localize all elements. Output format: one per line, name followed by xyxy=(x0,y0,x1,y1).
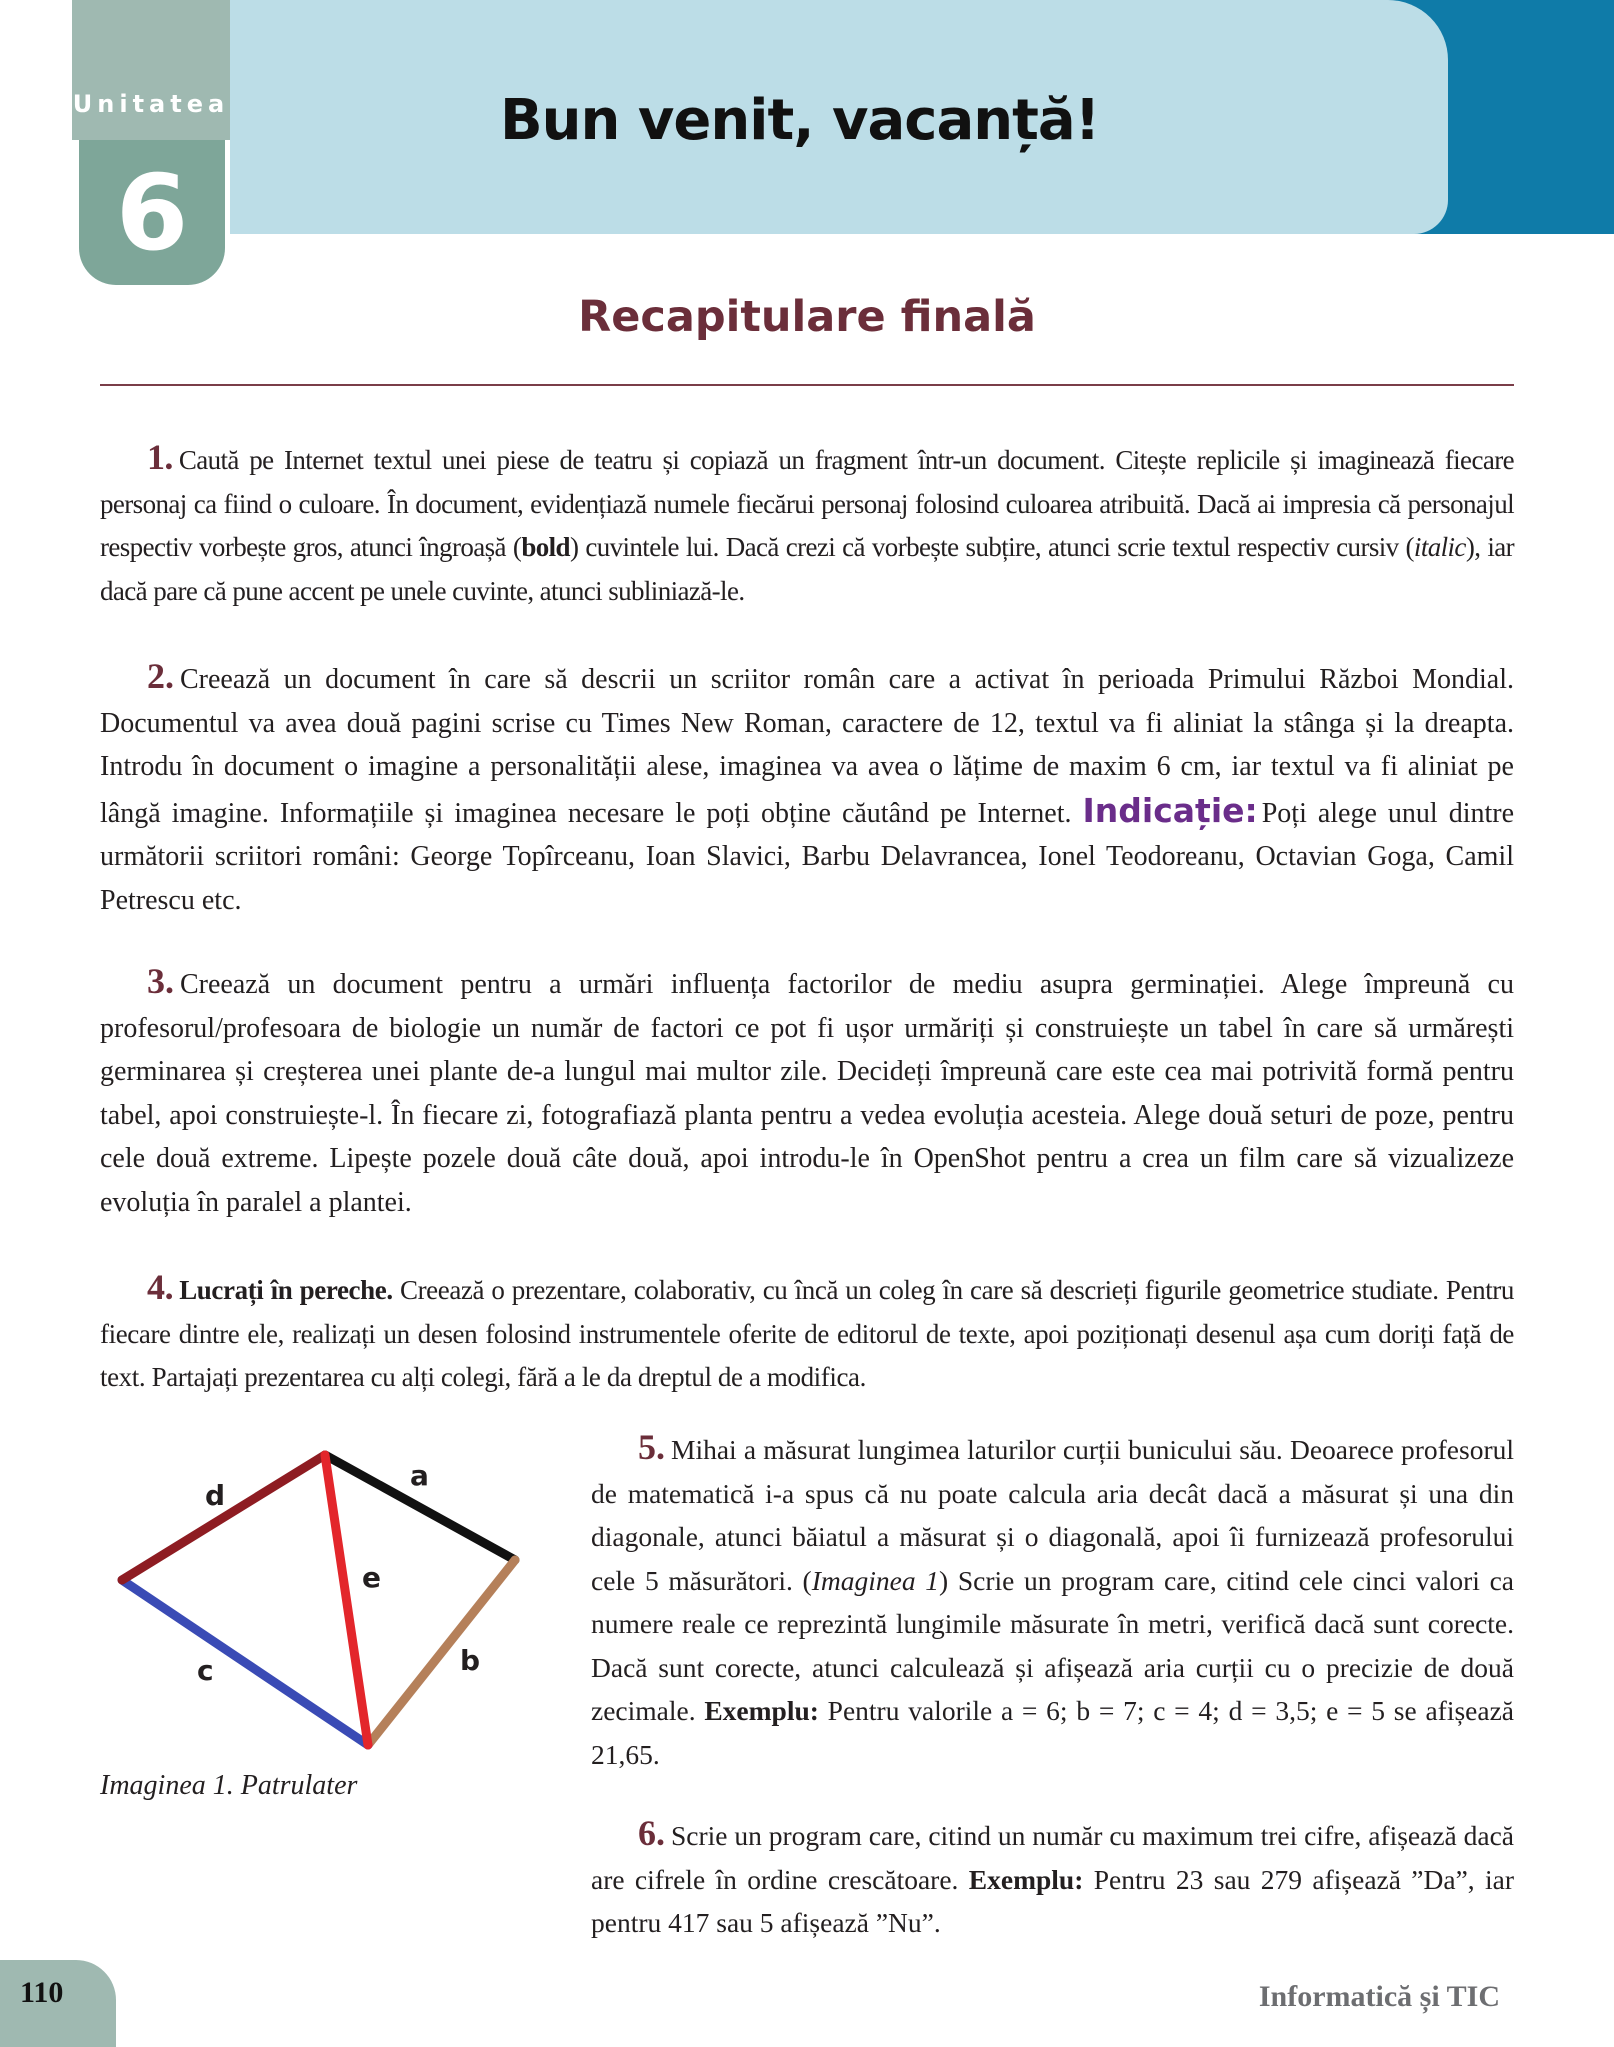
exercise-number: 2. xyxy=(147,656,174,696)
hint-label: Indicație: xyxy=(1082,790,1258,830)
exercise-text: ), iar dacă pare că pune accent pe unele cuvinte, atunci subliniază-le. xyxy=(100,532,1515,606)
section-divider xyxy=(100,384,1514,386)
side-d xyxy=(122,1455,325,1580)
exercise-number: 5. xyxy=(638,1427,665,1467)
exercise-6 xyxy=(591,1812,1514,1945)
unit-strip xyxy=(72,0,230,140)
exercise-text: Scrie un program care, citind un număr cu maximum trei cifre, afișează dacă are cifrele în ordine crescătoare. xyxy=(591,1820,1514,1895)
page-title: Bun venit, vacanță! xyxy=(500,88,1100,153)
label-e: e xyxy=(362,1561,381,1594)
exercise-1 xyxy=(100,436,1514,613)
side-b xyxy=(368,1560,515,1745)
quadrilateral-figure xyxy=(100,1415,550,1805)
hint-text: Poți alege unul dintre următorii scriitori români: George Topîrceanu, Ioan Slavici, Barbu Delavrancea, Ionel Teodoreanu, Octavian Goga, Camil Petrescu etc. xyxy=(100,797,1514,916)
exercise-number: 4. xyxy=(147,1267,174,1307)
unit-label: Unitatea xyxy=(72,90,230,118)
label-d: d xyxy=(205,1479,226,1512)
exercise-4 xyxy=(100,1266,1514,1400)
exercise-text: Caută pe Internet textul unei piese de teatru și copiază un fragment într-un document. Citește replicile și imaginează fiecare personaj ca fiind o culoare. În document, evidențiază numele fiecărui personaj folosind culoarea atribuită. Dacă ai impresia că personajul respectiv vorbește gros, atunci îngroașă ( xyxy=(100,445,1514,562)
side-c xyxy=(122,1580,368,1745)
exercise-number: 3. xyxy=(147,961,174,1001)
example-text: Pentru 23 sau 279 afișează ”Da”, iar pentru 417 sau 5 afișează ”Nu”. xyxy=(591,1863,1515,1938)
exercise-text: Creează un document în care să descrii un scriitor român care a activat în perioada Primului Război Mondial. Documentul va avea două pagini scrise cu Times New Roman, caractere de 12, textul va fi aliniat la stânga și la dreapta. Introdu în document o imagine a personalității alese, imaginea va avea o lățime de maxim 6 cm, iar textul va fi aliniat pe lângă imagine. Informațiile și imaginea necesare le poți obține căutând pe Internet. xyxy=(100,664,1514,829)
exercise-text: ) cuvintele lui. Dacă crezi că vorbește subțire, atunci scrie textul respectiv cursiv ( xyxy=(569,532,1414,562)
exercise-number: 6. xyxy=(638,1813,665,1853)
label-c: c xyxy=(197,1654,214,1687)
exercise-text: Mihai a măsurat lungimea laturilor curții bunicului său. Deoarece profesorul de matematică i-a spus că nu poate calcula aria decât dacă a măsurat și una din diagonale, atunci băiatul a măsurat și o diagonală, apoi îi furnizează profesorului cele 5 măsurători. ( xyxy=(591,1434,1514,1596)
exercise-lead: Lucrați în pereche. xyxy=(179,1275,393,1305)
book-title: Informatică și TIC xyxy=(1258,1980,1500,2013)
label-a: a xyxy=(410,1459,429,1492)
exercise-number: 1. xyxy=(147,437,173,477)
exercise-5 xyxy=(591,1426,1514,1776)
example-text: Pentru valorile a = 6; b = 7; c = 4; d = 3,5; e = 5 se afișează 21,65. xyxy=(591,1695,1514,1770)
exercise-text: Creează un document pentru a urmări influența factorilor de mediu asupra germinației. Alege împreună cu profesorul/profesoara de biologie un număr de factori ce pot fi ușor urmăriți și construiește un tabel în care să urmărești germinarea și creșterea unei plante de-a lungul mai multor zile. Decideți împreună care este cea mai potrivită formă pentru tabel, apoi construiește-l. În fiecare zi, fotografiază planta pentru a vedea evoluția acesteia. Alege două seturi de poze, pentru cele două extreme. Lipește pozele două câte două, apoi introdu-le în OpenShot pentru a crea un film care să vizualizeze evoluția în paralel a plantei. xyxy=(100,969,1514,1218)
image-reference: Imaginea 1 xyxy=(811,1564,939,1596)
unit-number: 6 xyxy=(115,152,189,274)
exercise-2 xyxy=(100,655,1514,922)
label-b: b xyxy=(460,1644,481,1677)
example-label: Exemplu: xyxy=(968,1863,1084,1895)
bold-word: bold xyxy=(521,532,570,562)
example-label: Exemplu: xyxy=(704,1695,819,1726)
page-number: 110 xyxy=(20,1976,64,2009)
section-subtitle: Recapitulare finală xyxy=(578,292,1036,342)
exercise-text: ) Scrie un program care, citind cele cinci valori ca numere reale ce reprezintă lungimile măsurate în metri, verifică dacă sunt corecte. Dacă sunt corecte, atunci calculează și afișează aria curții cu o precizie de două zecimale. xyxy=(591,1564,1515,1726)
exercise-text: Creează o prezentare, colaborativ, cu încă un coleg în care să descrieți figurile geometrice studiate. Pentru fiecare dintre ele, realizați un desen folosind instrumentele oferite de editorul de texte, apoi poziționați desenul așa cum doriți față de text. Partajați prezentarea cu alți colegi, fără a le da dreptul de a modifica. xyxy=(100,1275,1514,1392)
diagonal-e xyxy=(325,1455,368,1745)
italic-word: italic xyxy=(1413,532,1466,562)
figure-caption: Imaginea 1. Patrulater xyxy=(100,1770,358,1801)
exercise-3 xyxy=(100,960,1514,1224)
